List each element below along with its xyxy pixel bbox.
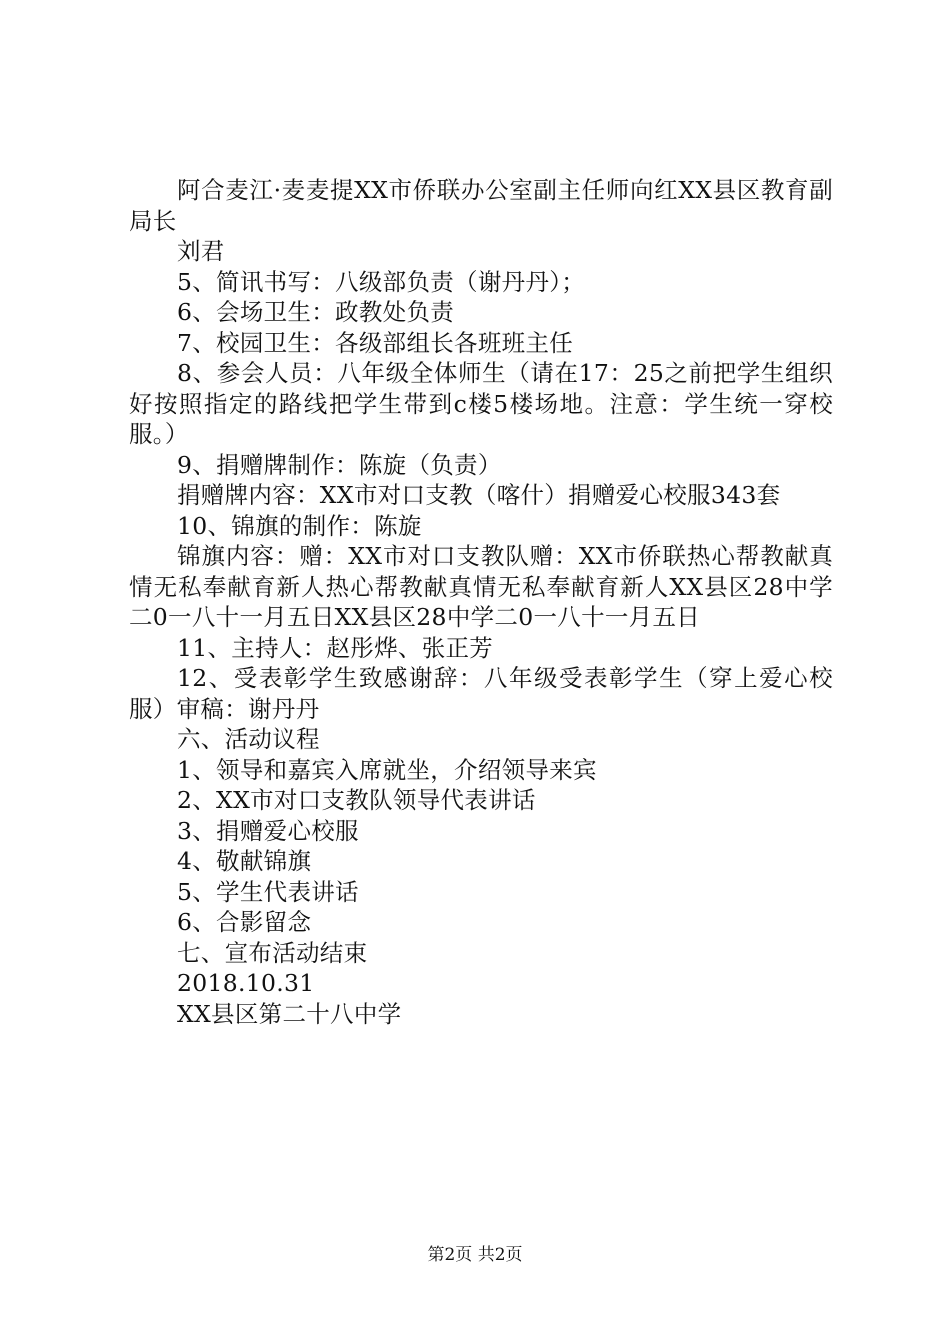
agenda-item: 4、敬献锦旗 bbox=[177, 847, 312, 875]
section-heading-agenda: 六、活动议程 bbox=[177, 725, 320, 753]
paragraph-attendees: 阿合麦江·麦麦提XX市侨联办公室副主任师向红XX县区教育副局长 bbox=[129, 176, 833, 235]
paragraph-campus-cleaning: 7、校园卫生：各级部组长各班班主任 bbox=[177, 328, 574, 357]
paragraph-briefing: 5、简讯书写：八级部负责（谢丹丹）； bbox=[177, 267, 586, 296]
paragraph-hosts: 11、主持人：赵彤烨、张正芳 bbox=[177, 633, 494, 662]
paragraph-banner-making: 10、锦旗的制作：陈旋 bbox=[177, 511, 422, 540]
paragraph-participants: 8、参会人员：八年级全体师生（请在17：25之前把学生组织好按照指定的路线把学生带到c楼5楼场地。注意：学生统一穿校服。） bbox=[129, 359, 833, 448]
paragraph-attendee-name: 刘君 bbox=[177, 237, 225, 265]
document-body bbox=[129, 175, 833, 1029]
agenda-item: 1、领导和嘉宾入席就坐，介绍领导来宾 bbox=[177, 755, 597, 784]
document-issuer: XX县区第二十八中学 bbox=[177, 999, 402, 1028]
paragraph-plaque-content: 捐赠牌内容：XX市对口支教（喀什）捐赠爱心校服343套 bbox=[177, 481, 781, 509]
agenda-item: 5、学生代表讲话 bbox=[177, 877, 359, 906]
paragraph-student-speech: 12、受表彰学生致感谢辞：八年级受表彰学生（穿上爱心校服）审稿：谢丹丹 bbox=[129, 664, 833, 723]
page-footer bbox=[0, 1244, 950, 1266]
paragraph-plaque-making: 9、捐赠牌制作：陈旋（负责） bbox=[177, 450, 502, 479]
paragraph-banner-content: 锦旗内容：赠：XX市对口支教队赠：XX市侨联热心帮教献真情无私奉献育新人热心帮教献真情无私奉献育新人XX县区28中学二0一八十一月五日XX县区28中学二0一八十一月五日 bbox=[129, 542, 833, 631]
page-number-label: 第2页 共2页 bbox=[427, 1245, 523, 1265]
section-heading-closing: 七、宣布活动结束 bbox=[177, 938, 368, 967]
agenda-item: 2、XX市对口支教队领导代表讲话 bbox=[177, 786, 536, 814]
agenda-item: 3、捐赠爱心校服 bbox=[177, 816, 359, 845]
agenda-item: 6、合影留念 bbox=[177, 908, 312, 936]
document-date: 2018.10.31 bbox=[177, 969, 315, 997]
paragraph-venue-cleaning: 6、会场卫生：政教处负责 bbox=[177, 298, 455, 326]
